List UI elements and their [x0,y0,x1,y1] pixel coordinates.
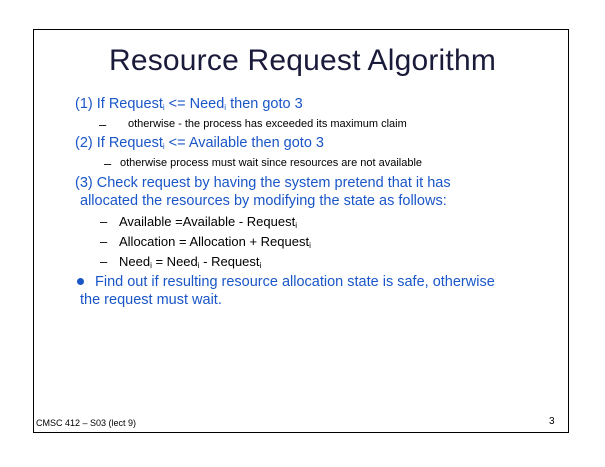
slide-footer: CMSC 412 – S03 (lect 9) [36,418,137,428]
sub-item-available: Available =Available - Request$_i$ [119,214,297,230]
slide-title: Resource Request Algorithm [108,44,497,77]
page-number: 3 [549,416,555,427]
step-2: (2) If Request$_i$ <= Available then goto 3 [75,135,324,151]
dash-marker: – [100,214,108,229]
step-1-note: otherwise - the process has exceeded its maximum claim [128,118,407,130]
dash-marker: – [100,234,108,249]
dash-marker: – [104,156,112,171]
sub-item-allocation: Allocation = Allocation + Request$_i$ [119,234,311,250]
step-1: (1) If Request$_i$ <= Need$_i$ then goto 3 [75,96,303,112]
sub-item-need: Need$_i$ = Need$_i$ - Request$_i$ [119,254,262,270]
bullet-line-2: the request must wait. [80,292,222,308]
dash-marker: – [100,254,108,269]
step-2-note: otherwise process must wait since resources are not available [120,157,423,169]
step-3-line-1: (3) Check request by having the system pretend that it has [75,175,451,191]
dash-marker: – [99,117,107,132]
bullet-icon [77,278,84,285]
bullet-line-1: Find out if resulting resource allocation state is safe, otherwise [95,274,495,290]
step-3-line-2: allocated the resources by modifying the state as follows: [80,193,447,209]
slide-frame [33,29,569,433]
